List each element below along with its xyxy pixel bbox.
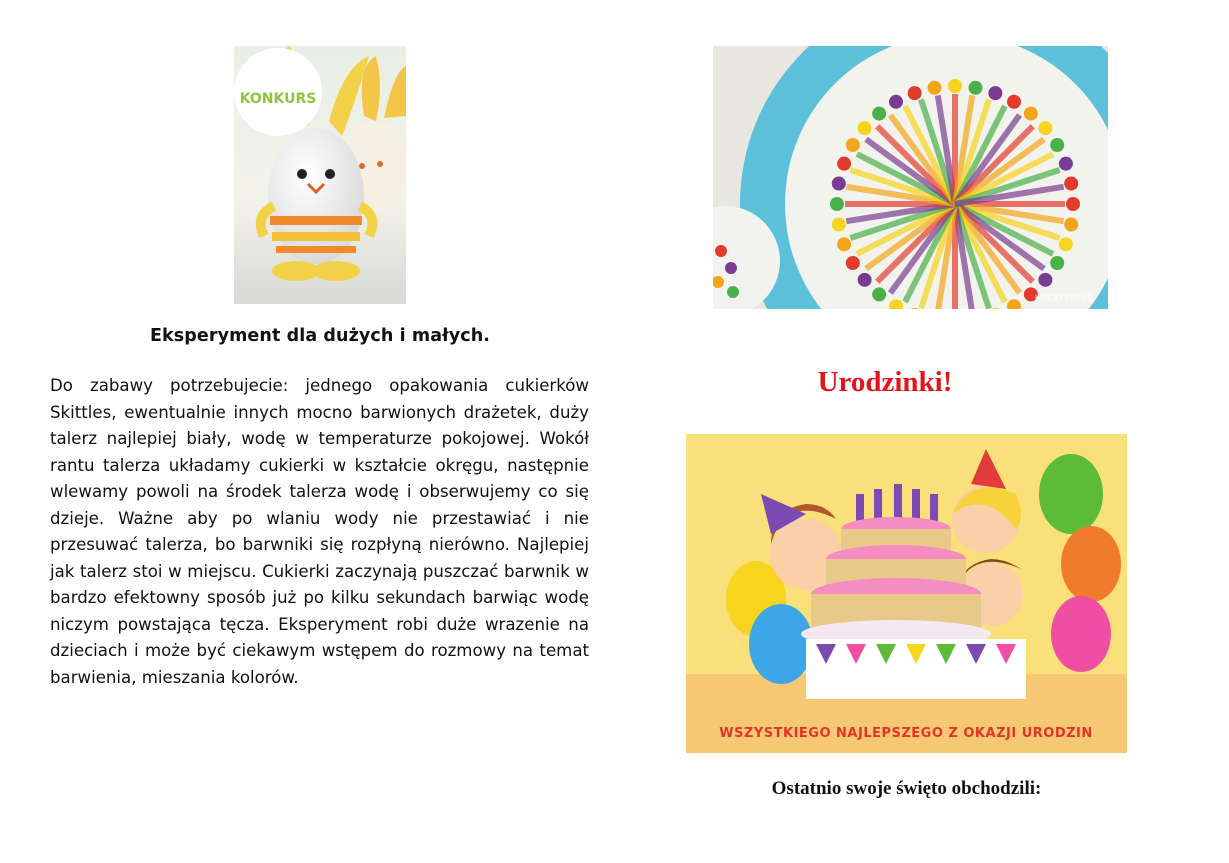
skittle-candy	[872, 287, 886, 301]
skittle-candy	[1059, 237, 1073, 251]
experiment-title: Eksperyment dla dużych i małych.	[149, 326, 491, 346]
skittle-candy	[928, 81, 942, 95]
skittle-candy	[1007, 95, 1021, 109]
skittle-candy	[948, 79, 962, 93]
skittle-candy	[830, 197, 844, 211]
skittle-candy	[889, 95, 903, 109]
skittle-candy	[872, 107, 886, 121]
skittle-candy	[988, 86, 1002, 100]
skittle-candy	[832, 177, 846, 191]
skittle-candy	[846, 256, 860, 270]
experiment-description: Do zabawy potrzebujecie: jednego opakowania cukierków Skittles, ewentualnie innych mocno barwionych drażetek, duży talerz najlepiej biały, wodę w temperaturze pokojowej. Wokół rantu talerza układamy cukierki w kształcie okręgu, następnie wlewamy powoli na środek talerza wodę i obserwujemy co się dzieje. Ważne aby po wlaniu wody nie przestawiać i nie przesuwać talerza, bo barwniki się rozpłyną nierówno. Najlepiej jak talerz stoi w miejscu. Cukierki zaczynają puszczać barwnik w bardzo efektowny sposób już po kilku sekundach barwiąc wodę niczym powstająca tęcza. Eksperyment robi duże wrazenie na dzieciach i może być ciekawym wstępem do rozmowy na temat barwienia, mieszania kolorów.	[50, 376, 589, 687]
skittle-candy	[858, 273, 872, 287]
skittle-candy	[1064, 217, 1078, 231]
skittle-candy	[837, 157, 851, 171]
skittles-plate-image	[713, 46, 1108, 309]
birthday-image	[686, 434, 1127, 753]
easter-egg-image	[234, 46, 406, 304]
skittle-candy	[968, 81, 982, 95]
birthday-heading: Urodzinki!	[817, 366, 953, 398]
skittle-candy	[1050, 138, 1064, 152]
skittle-candy	[832, 217, 846, 231]
birthday-caption: WSZYSTKIEGO NAJLEPSZEGO Z OKAZJI URODZIN	[719, 726, 1093, 741]
skittle-candy	[1050, 256, 1064, 270]
skittle-candy	[908, 86, 922, 100]
skittle-candy	[1038, 121, 1052, 135]
skittle-candy	[846, 138, 860, 152]
skittle-candy	[1064, 177, 1078, 191]
skittle-candy	[1066, 197, 1080, 211]
skittle-candy	[837, 237, 851, 251]
plate-watermark: KREATYWNIE	[1034, 294, 1093, 304]
skittle-candy	[1024, 107, 1038, 121]
konkurs-badge: KONKURS	[239, 91, 317, 107]
skittle-candy	[1038, 273, 1052, 287]
skittle-candy	[1059, 157, 1073, 171]
recent-celebrants-label: Ostatnio swoje święto obchodzili:	[771, 778, 1042, 799]
skittle-candy	[858, 121, 872, 135]
